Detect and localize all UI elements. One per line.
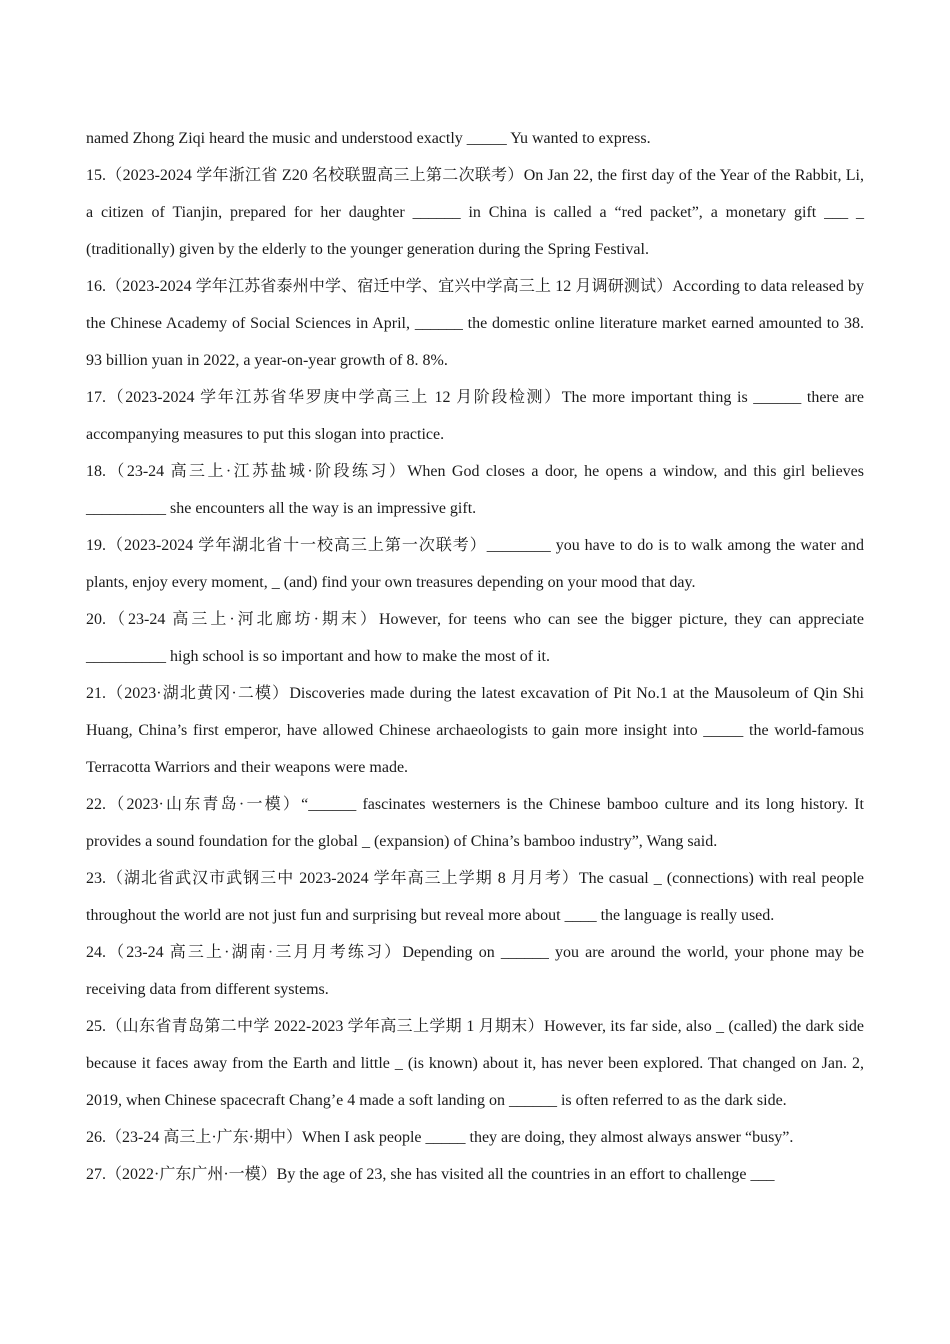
question-21: 21.（2023·湖北黄冈·二模）Discoveries made during the latest excavation of Pit No.1 at the Mausoleum of Qin Shi Huang, China’s first emperor, have allowed Chinese archaeologists to gain more insight into _____ the world-famous Terracotta Warriors and their weapons were made. — [86, 685, 864, 776]
question-16: 16.（2023-2024 学年江苏省泰州中学、宿迁中学、宜兴中学高三上 12 月调研测试）According to data released by the Chinese Academy of Social Sciences in April, ______ the domestic online literature market earned amounted to 38. 93 billion yuan in 2022, a year-on-year growth of 8. 8%. — [86, 278, 864, 369]
question-26: 26.（23-24 高三上·广东·期中）When I ask people _____ they are doing, they almost always answer “busy”. — [86, 1129, 794, 1146]
question-18: 18.（23-24 高三上·江苏盐城·阶段练习）When God closes a door, he opens a window, and this girl believes __________ she encounters all the way is an impressive gift. — [86, 463, 864, 517]
question-14-continuation: named Zhong Ziqi heard the music and understood exactly _____ Yu wanted to express. — [86, 130, 651, 147]
question-15: 15.（2023-2024 学年浙江省 Z20 名校联盟高三上第二次联考）On Jan 22, the first day of the Year of the Rabbit, Li, a citizen of Tianjin, prepared for her daughter ______ in China is called a “red packet”, a monetary gift ___ _ (traditionally) given by the elderly to the younger generation during the Spring Festival. — [86, 167, 864, 258]
question-23: 23.（湖北省武汉市武钢三中 2023-2024 学年高三上学期 8 月月考）The casual _ (connections) with real people throughout the world are not just fun and surprising but reveal more about ____ the language is really used. — [86, 870, 864, 924]
question-22: 22.（2023·山东青岛·一模）“______ fascinates westerners is the Chinese bamboo culture and its long history. It provides a sound foundation for the global _ (expansion) of China’s bamboo industry”, Wang said. — [86, 796, 864, 850]
question-20: 20.（23-24 高三上·河北廊坊·期末）However, for teens who can see the bigger picture, they can appreciate __________ high school is so important and how to make the most of it. — [86, 611, 864, 665]
question-24: 24.（23-24 高三上·湖南·三月月考练习）Depending on ______ you are around the world, your phone may be receiving data from different systems. — [86, 944, 864, 998]
question-19: 19.（2023-2024 学年湖北省十一校高三上第一次联考）________ you have to do is to walk among the water and plants, enjoy every moment, _ (and) find your own treasures depending on your mood that day. — [86, 537, 864, 591]
question-17: 17.（2023-2024 学年江苏省华罗庚中学高三上 12 月阶段检测）The more important thing is ______ there are accompanying measures to put this slogan into practice. — [86, 389, 864, 443]
document-page — [86, 120, 864, 1193]
question-25: 25.（山东省青岛第二中学 2022-2023 学年高三上学期 1 月期末）However, its far side, also _ (called) the dark side because it faces away from the Earth and little _ (is known) about it, has never been explored. That changed on Jan. 2, 2019, when Chinese spacecraft Chang’e 4 made a soft landing on ______ is often referred to as the dark side. — [86, 1018, 864, 1109]
question-27: 27.（2022·广东广州·一模）By the age of 23, she has visited all the countries in an effort to challenge ___ — [86, 1166, 775, 1183]
